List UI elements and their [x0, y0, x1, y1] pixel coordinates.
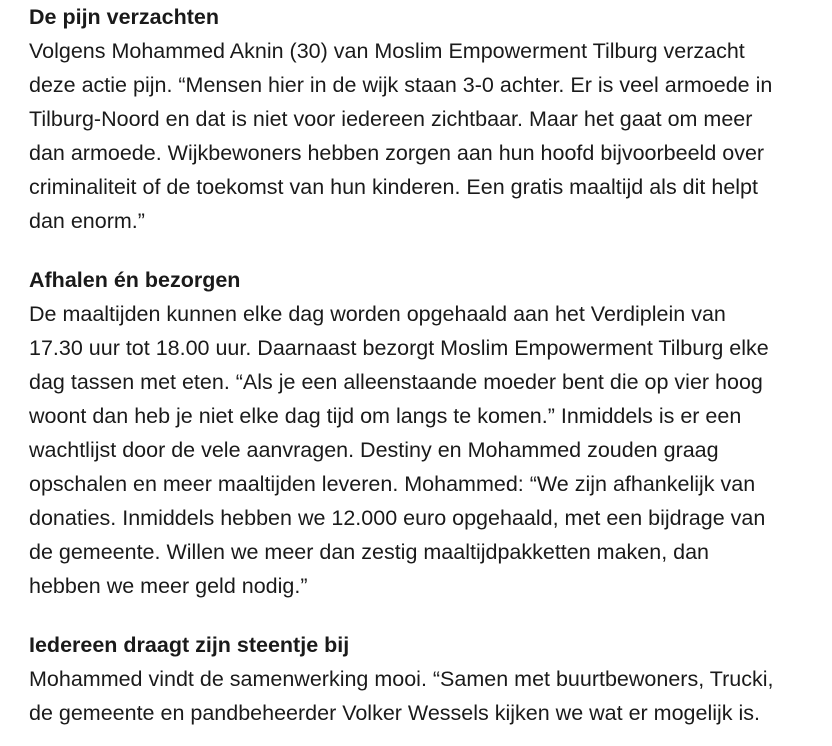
paragraph-line: donaties. Inmiddels hebben we 12.000 euro opgehaald, met een bijdrage van	[29, 506, 766, 530]
paragraph-line: dag tassen met eten. “Als je een alleenstaande moeder bent die op vier hoog	[29, 370, 763, 394]
paragraph-line: dan enorm.”	[29, 209, 145, 233]
paragraph-line: hebben we meer geld nodig.”	[29, 574, 308, 598]
paragraph-line: criminaliteit of de toekomst van hun kinderen. Een gratis maaltijd als dit helpt	[29, 175, 758, 199]
article-body	[29, 0, 829, 730]
paragraph-line: 17.30 uur tot 18.00 uur. Daarnaast bezorgt Moslim Empowerment Tilburg elke	[29, 336, 769, 360]
paragraph-line: opschalen en meer maaltijden leveren. Mohammed: “We zijn afhankelijk van	[29, 472, 756, 496]
paragraph-line: de gemeente en pandbeheerder Volker Wessels kijken we wat er mogelijk is.	[29, 701, 760, 725]
section-iedereen-draagt-bij	[29, 628, 829, 730]
paragraph-line: Mohammed vindt de samenwerking mooi. “Samen met buurtbewoners, Trucki,	[29, 667, 774, 691]
paragraph-line: Tilburg-Noord en dat is niet voor iedereen zichtbaar. Maar het gaat om meer	[29, 107, 753, 131]
section-paragraph	[29, 662, 829, 730]
section-heading: Iedereen draagt zijn steentje bij	[29, 633, 350, 657]
paragraph-line: wachtlijst door de vele aanvragen. Destiny en Mohammed zouden graag	[29, 438, 719, 462]
section-afhalen-en-bezorgen	[29, 263, 829, 603]
section-de-pijn-verzachten	[29, 0, 829, 238]
section-heading: De pijn verzachten	[29, 5, 219, 29]
paragraph-line: De maaltijden kunnen elke dag worden opgehaald aan het Verdiplein van	[29, 302, 726, 326]
section-paragraph	[29, 34, 829, 238]
paragraph-line: woont dan heb je niet elke dag tijd om langs te komen.” Inmiddels is er een	[29, 404, 742, 428]
paragraph-line: de gemeente. Willen we meer dan zestig maaltijdpakketten maken, dan	[29, 540, 710, 564]
section-heading: Afhalen én bezorgen	[29, 268, 241, 292]
paragraph-line: Volgens Mohammed Aknin (30) van Moslim Empowerment Tilburg verzacht	[29, 39, 745, 63]
paragraph-line: deze actie pijn. “Mensen hier in de wijk staan 3-0 achter. Er is veel armoede in	[29, 73, 773, 97]
paragraph-line: dan armoede. Wijkbewoners hebben zorgen aan hun hoofd bijvoorbeeld over	[29, 141, 765, 165]
section-paragraph	[29, 297, 829, 603]
